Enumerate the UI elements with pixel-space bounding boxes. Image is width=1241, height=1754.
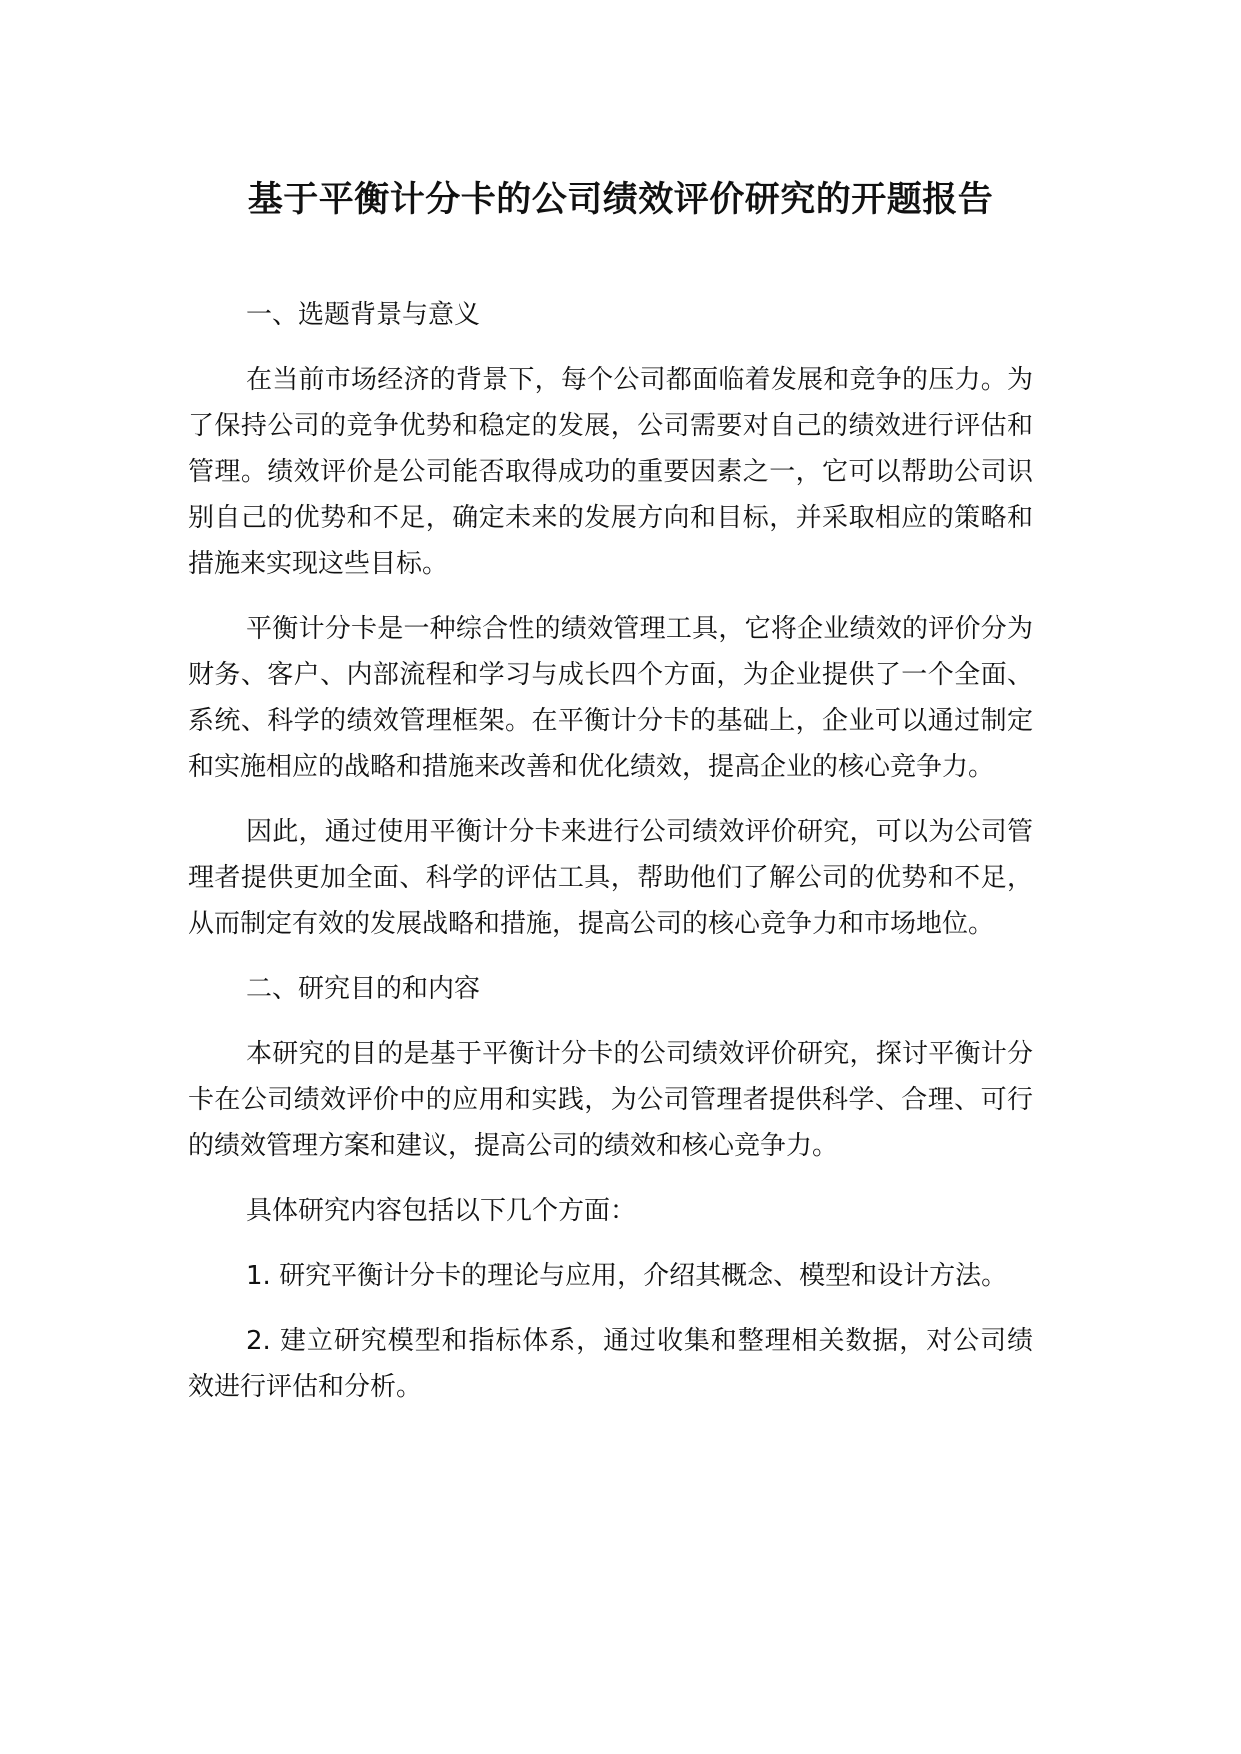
section-heading-objectives: 二、研究目的和内容 [246, 974, 481, 1004]
list-item-2: 2. 建立研究模型和指标体系，通过收集和整理相关数据，对公司绩效进行评估和分析。 [188, 1326, 1033, 1402]
document-body [188, 292, 1033, 1429]
paragraph-market-context: 在当前市场经济的背景下，每个公司都面临着发展和竞争的压力。为了保持公司的竞争优势和稳定的发展，公司需要对自己的绩效进行评估和管理。绩效评价是公司能否取得成功的重要因素之一，它可以帮助公司识别自己的优势和不足，确定未来的发展方向和目标，并采取相应的策略和措施来实现这些目标。 [188, 365, 1033, 579]
document-title: 基于平衡计分卡的公司绩效评价研究的开题报告 [247, 180, 994, 220]
paragraph-research-objective: 本研究的目的是基于平衡计分卡的公司绩效评价研究，探讨平衡计分卡在公司绩效评价中的应用和实践，为公司管理者提供科学、合理、可行的绩效管理方案和建议，提高公司的绩效和核心竞争力。 [188, 1039, 1033, 1161]
paragraph-content-intro: 具体研究内容包括以下几个方面： [246, 1196, 637, 1226]
section-heading-background: 一、选题背景与意义 [246, 300, 481, 330]
paragraph-balanced-scorecard: 平衡计分卡是一种综合性的绩效管理工具，它将企业绩效的评价分为财务、客户、内部流程和学习与成长四个方面，为企业提供了一个全面、系统、科学的绩效管理框架。在平衡计分卡的基础上，企业可以通过制定和实施相应的战略和措施来改善和优化绩效，提高企业的核心竞争力。 [188, 614, 1033, 782]
list-item-1: 1. 研究平衡计分卡的理论与应用，介绍其概念、模型和设计方法。 [246, 1261, 1008, 1291]
paragraph-research-significance: 因此，通过使用平衡计分卡来进行公司绩效评价研究，可以为公司管理者提供更加全面、科学的评估工具，帮助他们了解公司的优势和不足，从而制定有效的发展战略和措施，提高公司的核心竞争力和市场地位。 [188, 817, 1033, 939]
